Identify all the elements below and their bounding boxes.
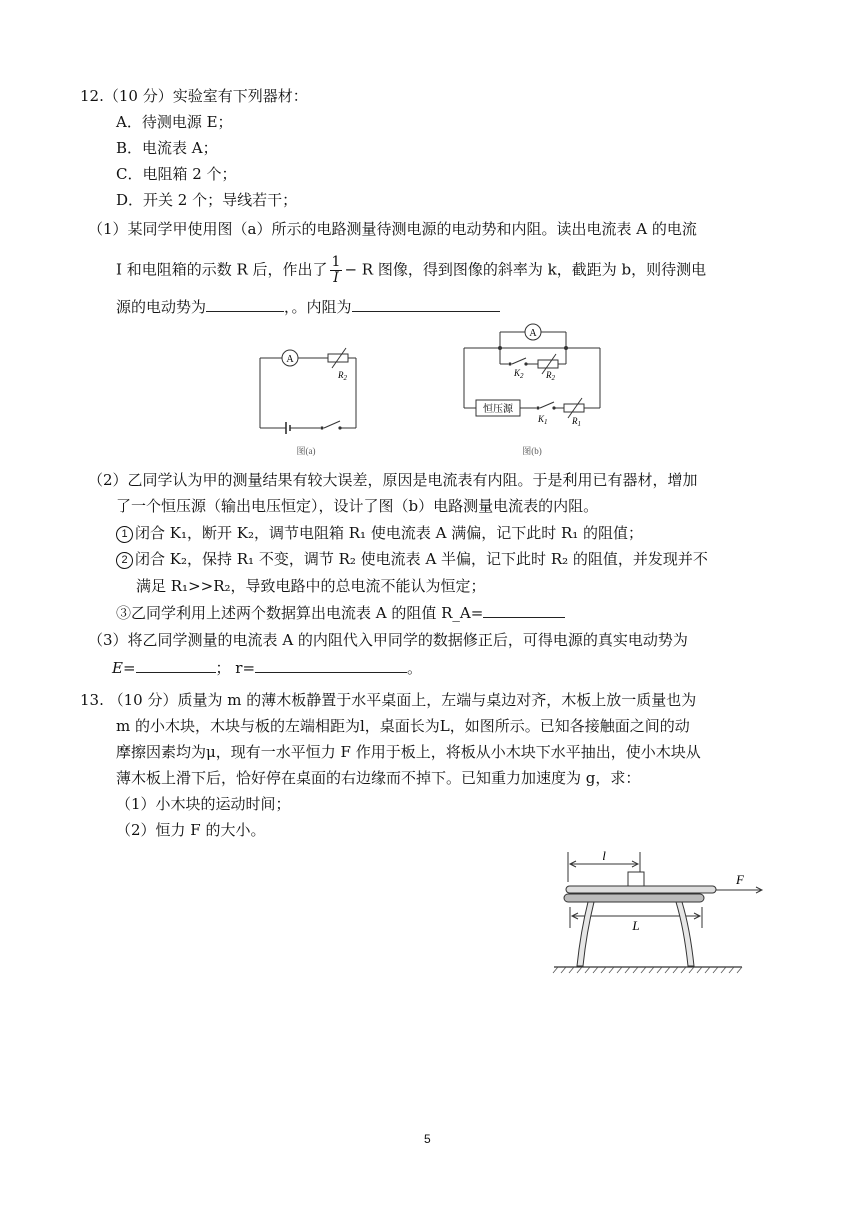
q12-part1-line3: 源的电动势为 ，。内阻为 <box>116 297 500 317</box>
q12-part1-line1: （1）某同学甲使用图（a）所示的电路测量待测电源的电动势和内阻。读出电流表 A 的电流 <box>88 220 697 238</box>
svg-text:R2: $R_2$ <box>546 370 555 382</box>
q12-part3-line2: E= ； r= 。 <box>112 659 423 677</box>
force-F-label: F <box>736 872 744 887</box>
table-board-figure <box>552 842 774 976</box>
q12-part1-line2: I 和电阻箱的示数 R 后，作出了 $\frac{1}{I}$ − R 图像，得到图像的斜率为 k，截距为 b，则待测电 <box>116 254 707 286</box>
svg-text:R1: $R_1$ <box>572 416 581 428</box>
q13-sub1: （1）小木块的运动时间； <box>116 795 291 813</box>
length-l-label: l <box>602 848 606 863</box>
true-emf-blank[interactable] <box>136 658 216 673</box>
q13-sub2: （2）恒力 F 的大小。 <box>116 821 266 839</box>
svg-text:K2: $K_2$ <box>514 368 524 380</box>
emf-answer-blank[interactable] <box>206 297 284 312</box>
circuit-figure-a <box>250 336 360 458</box>
q13-line3: 摩擦因素均为μ，现有一水平恒力 F 作用于板上，将板从小木块下水平抽出，使小木块从 <box>116 743 701 761</box>
q13-line2: m 的小木块，木块与板的左端相距为l，桌面长为L，如图所示。已知各接触面之间的动 <box>116 717 690 735</box>
one-over-i-fraction: $\frac{1}{I}$ <box>331 254 341 286</box>
q12-part3-line1: （3）将乙同学测量的电流表 A 的内阻代入甲同学的数据修正后，可得电源的真实电动势为 <box>88 631 688 649</box>
page-number: 5 <box>424 1132 431 1146</box>
q12-step3: ③乙同学利用上述两个数据算出电流表 A 的阻值 R_A= <box>116 603 565 623</box>
q12-step2-cont: 满足 R₁>>R₂，导致电路中的总电流不能认为恒定； <box>136 577 486 595</box>
length-L-label: L <box>632 918 640 933</box>
q13-line1: 13. （10 分）质量为 m 的薄木板静置于水平桌面上，左端与桌边对齐，木板上放一质量也为 <box>80 691 697 709</box>
svg-text:R2: $R_2$ <box>338 370 347 382</box>
option-c: C．电阻箱 2 个； <box>116 165 237 183</box>
q13-line4: 薄木板上滑下后，恰好停在桌面的右边缘而不掉下。已知重力加速度为 g，求： <box>116 769 641 787</box>
svg-text:A: A <box>286 354 294 365</box>
q12-step1: 1 闭合 K₁，断开 K₂，调节电阻箱 R₁ 使电流表 A 满偏，记下此时 R₁ 的阻值； <box>116 523 643 543</box>
q12-heading: 12.（10 分）实验室有下列器材： <box>80 87 308 105</box>
option-a: A．待测电源 E； <box>116 113 233 131</box>
circuit-figure-b <box>460 318 610 458</box>
ammeter-resistance-blank[interactable] <box>483 603 565 618</box>
svg-text:K1: $K_1$ <box>538 414 548 426</box>
constant-voltage-source-label: 恒压源 <box>483 404 513 415</box>
svg-text:A: A <box>529 328 537 339</box>
option-b: B．电流表 A； <box>116 139 218 157</box>
q12-part2-line2: 了一个恒压源（输出电压恒定），设计了图（b）电路测量电流表的内阻。 <box>116 497 599 515</box>
q12-part2-line1: （2）乙同学认为甲的测量结果有较大误差，原因是电流表有内阻。于是利用已有器材，增加 <box>88 471 698 489</box>
q12-step2: 2 闭合 K₂，保持 R₁ 不变，调节 R₂ 使电流表 A 半偏，记下此时 R₂ 的阻值，并发现并不 <box>116 549 708 569</box>
resistance-answer-blank[interactable] <box>352 297 500 312</box>
true-resistance-blank[interactable] <box>255 658 407 673</box>
option-d: D．开关 2 个；导线若干； <box>116 191 298 209</box>
figure-a-caption: 图(a) <box>296 446 316 456</box>
figure-b-caption: 图(b) <box>522 446 542 456</box>
